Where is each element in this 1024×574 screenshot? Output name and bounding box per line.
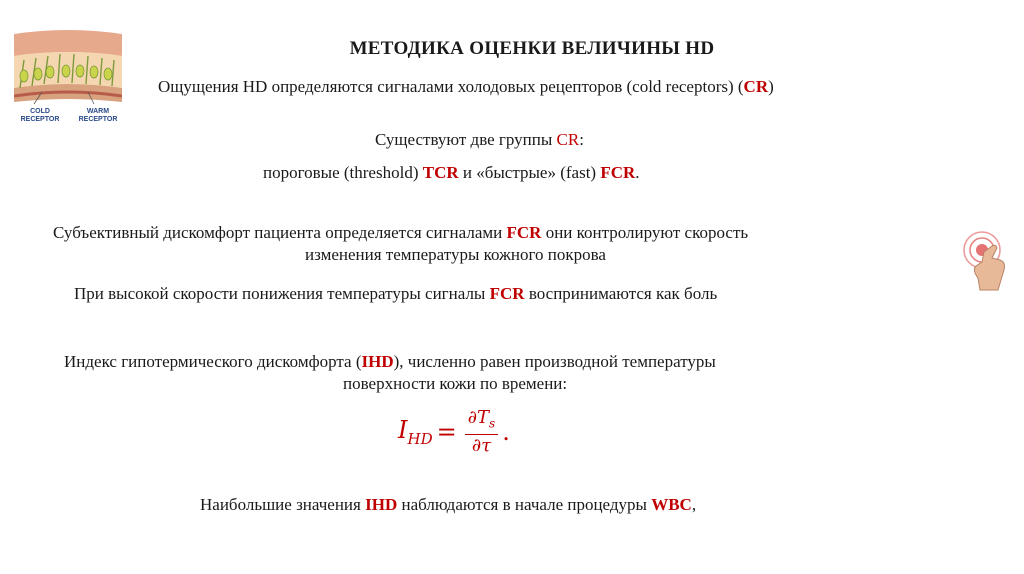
cr-highlight: CR bbox=[743, 77, 769, 96]
wbc-highlight: WBC bbox=[651, 495, 692, 514]
line3-end: . bbox=[635, 163, 640, 182]
formula-lhs bbox=[398, 416, 433, 448]
ihd-formula bbox=[398, 404, 510, 460]
line4-part1: Субъективный дискомфорт пациента определяется сигналами bbox=[53, 223, 507, 242]
tcr-highlight: TCR bbox=[422, 163, 459, 182]
formula-lhs-sub: HD bbox=[407, 429, 433, 448]
formula-fraction bbox=[465, 407, 499, 458]
line2-end: : bbox=[579, 130, 584, 149]
cold-receptor-label: COLD RECEPTOR bbox=[20, 108, 60, 123]
ihd-highlight: IHD bbox=[361, 352, 394, 371]
line1-text: Ощущения HD определяются сигналами холодовых рецепторов (cold receptors) ( bbox=[158, 77, 744, 96]
text-line-pain-perception bbox=[74, 283, 717, 304]
text-line-max-ihd-values bbox=[200, 494, 696, 515]
formula-numerator bbox=[465, 407, 499, 436]
formula-equals: = bbox=[436, 418, 457, 446]
line2-text: Существуют две группы bbox=[375, 130, 557, 149]
text-line-skin-surface-derivative: поверхности кожи по времени: bbox=[343, 374, 568, 393]
line4-part2: они контролируют скорость bbox=[541, 223, 749, 242]
line3-part2: и «быстрые» (fast) bbox=[458, 163, 601, 182]
formula-denominator: ∂τ bbox=[471, 435, 492, 457]
line7-part1: Индекс гипотермического дискомфорта ( bbox=[64, 352, 362, 371]
cr-highlight-2: CR bbox=[556, 130, 580, 149]
fcr-highlight-3: FCR bbox=[489, 284, 525, 303]
formula-num-sub: s bbox=[489, 416, 496, 431]
slide-title: МЕТОДИКА ОЦЕНКИ ВЕЛИЧИНЫ HD bbox=[349, 38, 715, 59]
text-line-cold-receptors bbox=[158, 76, 774, 97]
text-line-skin-temperature-change: изменения температуры кожного покрова bbox=[305, 245, 606, 264]
text-line-two-groups bbox=[375, 129, 584, 150]
fcr-highlight: FCR bbox=[600, 163, 636, 182]
line1-end: ) bbox=[768, 77, 774, 96]
line6-part2: воспринимаются как боль bbox=[524, 284, 718, 303]
line6-part1: При высокой скорости понижения температуры сигналы bbox=[74, 284, 490, 303]
line3-part1: пороговые (threshold) bbox=[263, 163, 423, 182]
formula-period: . bbox=[502, 418, 510, 446]
hand-touch-illustration bbox=[954, 228, 1016, 294]
line9-part1: Наибольшие значения bbox=[200, 495, 366, 514]
line9-end: , bbox=[691, 495, 697, 514]
hand-icon bbox=[954, 228, 1016, 294]
warm-receptor-label: WARM RECEPTOR bbox=[78, 108, 118, 123]
line7-part2: ), численно равен производной температуры bbox=[393, 352, 716, 371]
text-line-ihd-index bbox=[64, 351, 716, 372]
formula-lhs-letter: I bbox=[398, 416, 408, 445]
formula-num-text: ∂T bbox=[467, 406, 490, 428]
text-line-threshold-fast bbox=[263, 162, 640, 183]
ihd-highlight-2: IHD bbox=[365, 495, 398, 514]
line9-part2: наблюдаются в начале процедуры bbox=[397, 495, 652, 514]
fcr-highlight-2: FCR bbox=[506, 223, 542, 242]
text-line-subjective-discomfort bbox=[53, 222, 748, 243]
